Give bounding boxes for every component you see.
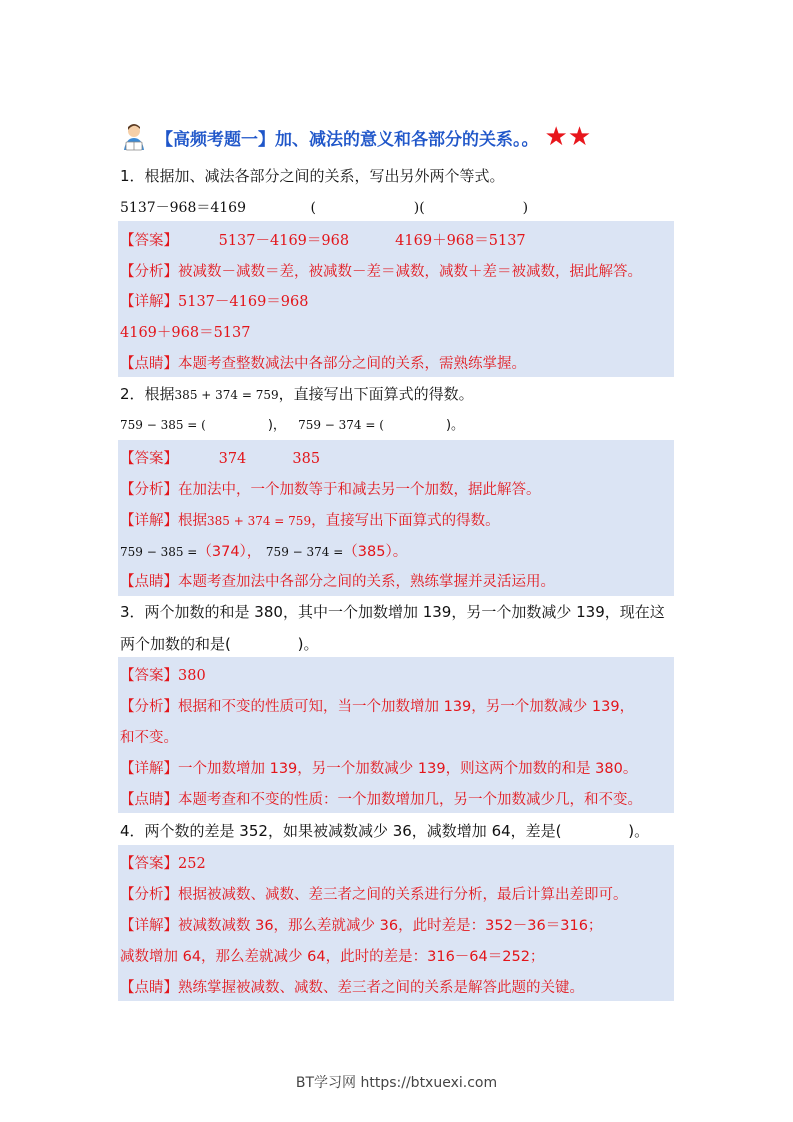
q4-analysis [120, 883, 628, 904]
detail-expr-1: 759 − 385 = [120, 545, 198, 559]
question-1-text: 1．根据加、减法各部分之间的关系，写出另外两个等式。 [120, 167, 505, 185]
q2-expr-2: 759 − 374 = ( [298, 418, 384, 432]
question-4-text: 4．两个数的差是 352，如果被减数减少 36，减数增加 64，差是( )。 [120, 822, 650, 840]
detail-expr-2: 759 − 374 = [265, 545, 344, 559]
star-icon: ★ [544, 122, 568, 152]
point-text: 本题考查和不变的性质：一个加数增加几，另一个加数减少几，和不变。 [178, 792, 642, 808]
answer-value: 5137－4169＝968 4169＋968＝5137 [218, 233, 526, 249]
q4-detail [120, 914, 602, 935]
answer-value: 374 385 [218, 451, 321, 467]
question-3-text-2: 两个加数的和是( )。 [120, 635, 319, 653]
answer-value: 380 [178, 668, 206, 684]
answer-tag: 【答案】 [120, 856, 178, 872]
question-2-blanks [120, 414, 464, 433]
q3-answer [120, 664, 206, 685]
answer-tag: 【答案】 [120, 668, 178, 684]
q1-answer [120, 229, 526, 250]
q1-analysis [120, 260, 642, 281]
student-reading-icon [120, 122, 150, 152]
q2-point [120, 570, 555, 591]
question-1-equation [120, 197, 528, 217]
analysis-tag: 【分析】 [120, 482, 178, 498]
equation: 5137－968＝4169 [120, 200, 246, 216]
q4-answer [120, 852, 206, 873]
analysis-text: 根据被减数、减数、差三者之间的关系进行分析，最后计算出差即可。 [178, 887, 628, 903]
detail-text: 被减数减数 36，那么差就减少 36，此时差是：352－36＝316； [178, 918, 603, 934]
q2-analysis [120, 478, 541, 499]
analysis-text: 在加法中，一个加数等于和减去另一个加数，据此解答。 [178, 482, 541, 498]
analysis-tag: 【分析】 [120, 887, 178, 903]
point-tag: 【点睛】 [120, 356, 178, 372]
point-tag: 【点睛】 [120, 980, 178, 996]
q2-answer [120, 447, 320, 468]
detail-tag: 【详解】 [120, 294, 178, 310]
footer-watermark: BT学习网 https://btxuexi.com [295, 1075, 498, 1091]
question-3-text-1: 3．两个加数的和是 380，其中一个加数增加 139，另一个加数减少 139，现在这 [120, 603, 665, 621]
detail-tag: 【详解】 [120, 918, 178, 934]
question-2-text [120, 383, 474, 404]
detail-suffix: ，直接写出下面算式的得数。 [311, 513, 500, 529]
point-text: 熟练掌握被减数、减数、差三者之间的关系是解答此题的关键。 [178, 980, 584, 996]
point-text: 本题考查整数减法中各部分之间的关系，需熟练掌握。 [178, 356, 526, 372]
point-tag: 【点睛】 [120, 792, 178, 808]
star-icon: ★ [567, 122, 592, 152]
analysis-text: 被减数－减数＝差，被减数－差＝减数，减数＋差＝被减数，据此解答。 [178, 264, 642, 280]
q4-point [120, 976, 584, 997]
detail-prefix: 根据 [178, 513, 207, 529]
page-title: 【高频考题一】加、减法的意义和各部分的关系。。 [156, 129, 539, 150]
difficulty-stars [545, 124, 592, 150]
analysis-tag: 【分析】 [120, 699, 178, 715]
q3-analysis-2: 和不变。 [120, 730, 178, 746]
analysis-tag: 【分析】 [120, 264, 178, 280]
answer-tag: 【答案】 [120, 233, 178, 249]
q2-prefix: 2．根据 [120, 385, 175, 403]
q3-analysis [120, 695, 634, 716]
detail-tag: 【详解】 [120, 761, 178, 777]
point-text: 本题考查加法中各部分之间的关系，熟练掌握并灵活运用。 [178, 574, 555, 590]
q2-detail-2 [120, 540, 407, 561]
detail-tag: 【详解】 [120, 513, 178, 529]
q4-detail-2: 减数增加 64，那么差就减少 64，此时的差是：316－64＝252； [120, 949, 545, 965]
q2-end: )。 [445, 418, 465, 433]
q2-suffix: ，直接写出下面算式的得数。 [278, 385, 474, 403]
detail-formula: 385 + 374 = 759 [207, 514, 312, 528]
answer-tag: 【答案】 [120, 451, 178, 467]
q2-expr-1: 759 − 385 = ( [120, 418, 206, 432]
section-title [120, 122, 591, 152]
q3-point [120, 788, 642, 809]
answer-blanks: ( )( ) [310, 200, 529, 216]
answer-value: 252 [178, 856, 206, 872]
q3-detail [120, 757, 637, 778]
point-tag: 【点睛】 [120, 574, 178, 590]
q1-detail [120, 290, 308, 311]
q2-detail [120, 509, 500, 530]
q1-detail-2: 4169＋968＝5137 [120, 325, 251, 341]
detail-ans-2: （385）。 [343, 544, 408, 560]
detail-text: 一个加数增加 139，另一个加数减少 139，则这两个加数的和是 380。 [178, 761, 638, 777]
q2-sep: )， [267, 418, 286, 433]
q2-formula: 385 + 374 = 759 [174, 388, 279, 402]
analysis-text: 根据和不变的性质可知，当一个加数增加 139，另一个加数减少 139， [178, 699, 635, 715]
detail-text: 5137－4169＝968 [178, 294, 309, 310]
q1-point [120, 352, 526, 373]
detail-ans-1: （374）， [197, 544, 262, 560]
